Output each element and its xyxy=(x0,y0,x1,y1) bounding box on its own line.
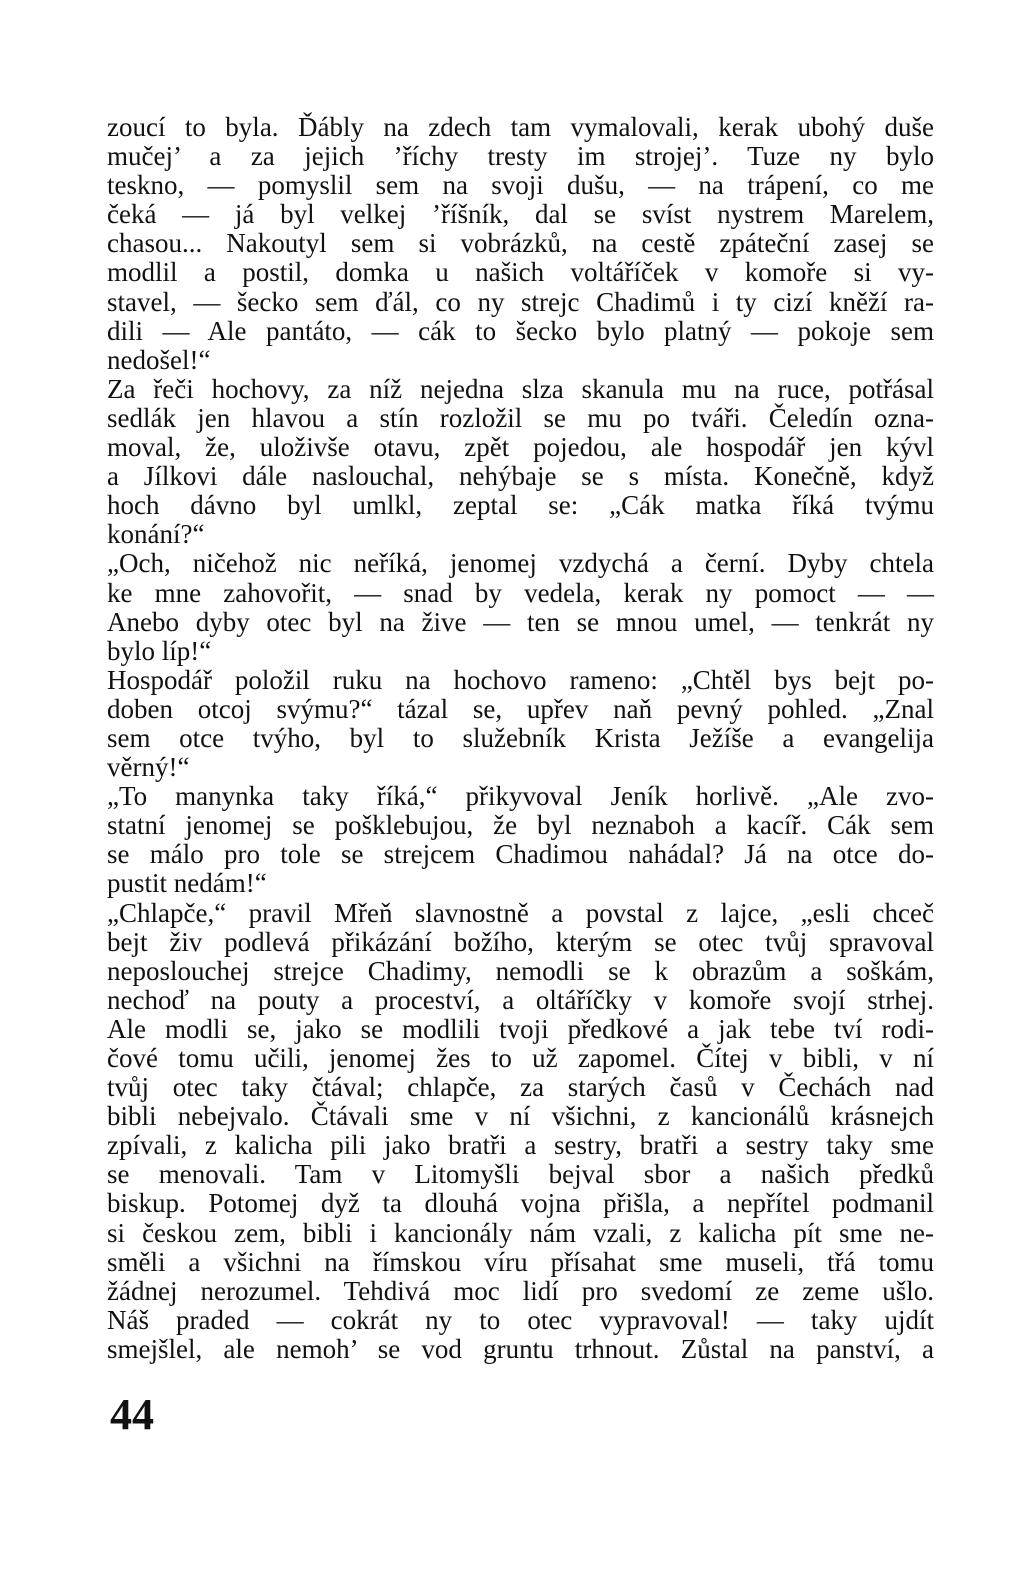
text-line: sem otce tvýho, byl to služebník Krista Ježíše a evangelija xyxy=(107,722,934,753)
text-line: biskup. Potomej dyž ta dlouhá vojna přišla, a nepřítel podmanil xyxy=(107,1188,934,1219)
text-line: a Jílkovi dále naslouchal, nehýbaje se s místa. Konečně, když xyxy=(107,461,934,492)
text-line: „Och, ničehož nic neříká, jenomej vzdychá a černí. Dyby chtela xyxy=(107,548,934,579)
text-line: Za řeči hochovy, za níž nejedna slza skanula mu na ruce, potřásal xyxy=(107,373,934,404)
text-line: konání?“ xyxy=(107,519,205,550)
text-line: se menovali. Tam v Litomyšli bejval sbor a našich předků xyxy=(107,1159,934,1190)
text-line: zpívali, z kalicha pili jako bratři a sestry, bratři a sestry taky sme xyxy=(107,1130,934,1161)
text-line: zoucí to byla. Ďábly na zdech tam vymalovali, kerak ubohý duše xyxy=(107,112,934,142)
body-text xyxy=(107,113,934,1364)
text-line: modlil a postil, domka u našich voltáříček v komoře si vy- xyxy=(107,257,934,288)
text-line: stavel, — šecko sem ďál, co ny strejc Chadimů i ty cizí kněží ra- xyxy=(107,286,934,317)
text-line: Náš praded — cokrát ny to otec vypravoval! — taky ujdít xyxy=(107,1304,934,1335)
text-line: pustit nedám!“ xyxy=(107,868,267,899)
text-line: mučej’ a za jejich ’říchy tresty im strojej’. Tuze ny bylo xyxy=(107,141,934,172)
text-line: tvůj otec taky čtával; chlapče, za starých časů v Čechách nad xyxy=(107,1072,934,1103)
text-line: teskno, — pomyslil sem na svoji dušu, — na trápení, co me xyxy=(107,170,934,201)
page-number: 44 xyxy=(110,1390,154,1439)
text-line: bejt živ podlevá přikázání božího, kterým se otec tvůj spravoval xyxy=(107,926,934,957)
text-line: statní jenomej se pošklebujou, že byl neznaboh a kacíř. Cák sem xyxy=(107,810,934,841)
text-line: ke mne zahovořit, — snad by vedela, kerak ny pomoct — — xyxy=(107,577,934,608)
text-line: moval, že, uloživše otavu, zpět pojedou, ale hospodář jen kývl xyxy=(107,432,934,463)
text-line: „Chlapče,“ pravil Mřeň slavnostně a povstal z lajce, „esli chceč xyxy=(107,897,934,928)
text-line: sedlák jen hlavou a stín rozložil se mu po tváři. Čeledín ozna- xyxy=(107,402,934,433)
text-line: dili — Ale pantáto, — cák to šecko bylo platný — pokoje sem xyxy=(107,315,934,346)
text-line: čové tomu učili, jenomej žes to už zapomel. Čítej v bibli, v ní xyxy=(107,1043,934,1073)
text-line: směli a všichni na římskou víru přísahat sme museli, třá tomu xyxy=(107,1246,934,1277)
text-line: „To manynka taky říká,“ přikyvoval Jeník horlivě. „Ale zvo- xyxy=(107,781,934,812)
text-line: bylo líp!“ xyxy=(107,635,212,666)
text-line: neposlouchej strejce Chadimy, nemodli se k obrazům a soškám, xyxy=(107,955,934,986)
text-line: hoch dávno byl umlkl, zeptal se: „Cák matka říká tvýmu xyxy=(107,490,934,521)
text-line: smejšlel, ale nemoh’ se vod gruntu trhnout. Zůstal na panství, a xyxy=(107,1333,934,1364)
text-line: Hospodář položil ruku na hochovo rameno: „Chtěl bys bejt po- xyxy=(107,664,934,695)
text-line: chasou... Nakoutyl sem si vobrázků, na cestě zpáteční zasej se xyxy=(107,228,934,259)
text-line: se málo pro tole se strejcem Chadimou nahádal? Já na otce do- xyxy=(107,839,934,870)
text-line: nechoď na pouty a proceství, a oltáříčky v komoře svojí strhej. xyxy=(107,984,934,1015)
text-line: bibli nebejvalo. Čtávali sme v ní všichni, z kancionálů krásnejch xyxy=(107,1101,934,1132)
text-line: věrný!“ xyxy=(107,752,190,783)
text-line: žádnej nerozumel. Tehdivá moc lidí pro svedomí ze zeme ušlo. xyxy=(107,1275,934,1306)
text-line: Ale modli se, jako se modlili tvoji předkové a jak tebe tví rodi- xyxy=(107,1013,934,1044)
text-line: Anebo dyby otec byl na žive — ten se mnou umel, — tenkrát ny xyxy=(107,606,934,637)
text-line: si českou zem, bibli i kancionály nám vzali, z kalicha pít sme ne- xyxy=(107,1217,934,1248)
text-line: doben otcoj svýmu?“ tázal se, upřev naň pevný pohled. „Znal xyxy=(107,693,934,724)
text-line: čeká — já byl velkej ’říšník, dal se svíst nystrem Marelem, xyxy=(107,199,934,230)
text-line: nedošel!“ xyxy=(107,344,211,375)
